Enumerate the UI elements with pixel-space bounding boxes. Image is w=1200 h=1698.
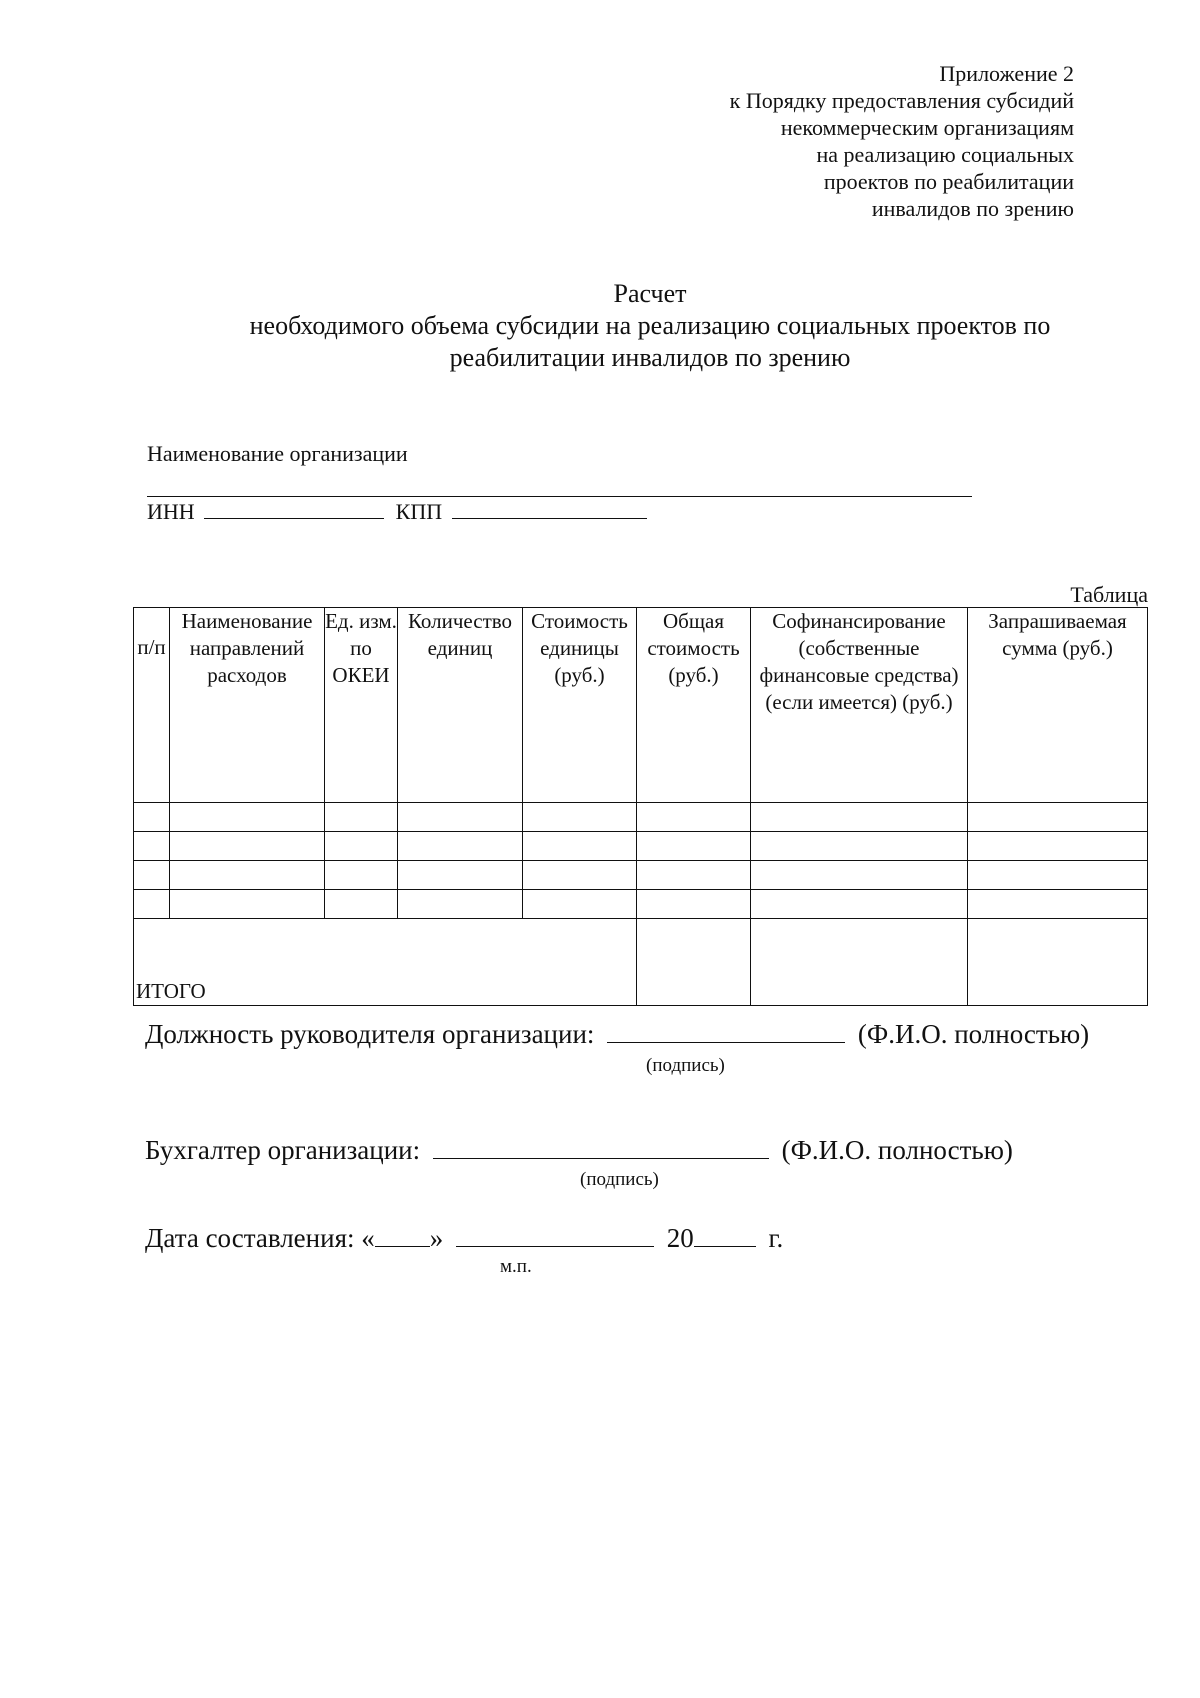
header-cell: п/п bbox=[134, 608, 170, 803]
accountant-signature-row bbox=[145, 1135, 1013, 1166]
inn-label: ИНН bbox=[147, 499, 195, 524]
kpp-field[interactable] bbox=[452, 498, 647, 519]
header-cell: Софинансирование (собственные финансовые средства) (если имеется) (руб.) bbox=[751, 608, 968, 803]
table-row bbox=[134, 861, 1148, 890]
table-header-row bbox=[134, 608, 1148, 803]
date-close-quote: » bbox=[429, 1223, 444, 1253]
table-cell[interactable] bbox=[170, 803, 325, 832]
table-cell[interactable] bbox=[325, 803, 398, 832]
table-cell[interactable] bbox=[398, 890, 523, 919]
inn-kpp-row bbox=[147, 498, 647, 525]
date-label: Дата составления: bbox=[145, 1223, 355, 1253]
table-cell[interactable] bbox=[134, 803, 170, 832]
title-line-3: реабилитации инвалидов по зрению bbox=[449, 343, 851, 372]
inn-field[interactable] bbox=[204, 498, 384, 519]
appendix-line: Приложение 2 bbox=[939, 61, 1074, 86]
title-line-2: необходимого объема субсидии на реализацию социальных проектов по bbox=[249, 311, 1051, 340]
total-label: ИТОГО bbox=[134, 919, 637, 1006]
table-cell[interactable] bbox=[968, 803, 1148, 832]
table-cell[interactable] bbox=[523, 832, 637, 861]
table-cell[interactable] bbox=[637, 890, 751, 919]
table-cell[interactable] bbox=[637, 832, 751, 861]
table-cell[interactable] bbox=[637, 803, 751, 832]
table-cell[interactable] bbox=[170, 832, 325, 861]
accountant-signature-caption: (подпись) bbox=[580, 1169, 659, 1190]
table-cell[interactable] bbox=[325, 832, 398, 861]
header-cell: Запрашиваемая сумма (руб.) bbox=[968, 608, 1148, 803]
table-cell[interactable] bbox=[134, 861, 170, 890]
appendix-line: инвалидов по зрению bbox=[871, 196, 1074, 221]
table-cell[interactable] bbox=[751, 832, 968, 861]
head-signature-row bbox=[145, 1019, 1089, 1050]
total-cofinancing-cell[interactable] bbox=[751, 919, 968, 1006]
table-cell[interactable] bbox=[398, 832, 523, 861]
header-cell: Наименование направлений расходов bbox=[170, 608, 325, 803]
organization-name-label: Наименование организации bbox=[147, 441, 408, 466]
total-cost-cell[interactable] bbox=[637, 919, 751, 1006]
table-label: Таблица bbox=[1070, 582, 1148, 607]
table-cell[interactable] bbox=[134, 832, 170, 861]
head-signature-field[interactable] bbox=[607, 1020, 845, 1043]
table-cell[interactable] bbox=[751, 890, 968, 919]
appendix-line: на реализацию социальных bbox=[816, 142, 1074, 167]
header-cell: Стоимость единицы (руб.) bbox=[523, 608, 637, 803]
date-day-field[interactable] bbox=[375, 1224, 430, 1247]
total-requested-cell[interactable] bbox=[968, 919, 1148, 1006]
appendix-line: проектов по реабилитации bbox=[823, 169, 1074, 194]
appendix-header bbox=[730, 60, 1074, 222]
table-cell[interactable] bbox=[968, 861, 1148, 890]
date-row bbox=[145, 1223, 783, 1254]
date-year-field[interactable] bbox=[694, 1224, 756, 1247]
title-line-1: Расчет bbox=[613, 279, 687, 308]
table-cell[interactable] bbox=[968, 832, 1148, 861]
table-cell[interactable] bbox=[398, 861, 523, 890]
document-title bbox=[0, 278, 1200, 374]
table-cell[interactable] bbox=[523, 861, 637, 890]
table-cell[interactable] bbox=[325, 861, 398, 890]
head-fio-label: (Ф.И.О. полностью) bbox=[857, 1019, 1090, 1049]
table-cell[interactable] bbox=[968, 890, 1148, 919]
table-row bbox=[134, 832, 1148, 861]
table-cell[interactable] bbox=[170, 890, 325, 919]
table-cell[interactable] bbox=[170, 861, 325, 890]
header-cell: Количество единиц bbox=[398, 608, 523, 803]
year-suffix: г. bbox=[768, 1223, 784, 1253]
accountant-signature-field[interactable] bbox=[433, 1136, 769, 1159]
header-cell: Общая стоимость (руб.) bbox=[637, 608, 751, 803]
year-prefix: 20 bbox=[666, 1223, 694, 1253]
table-cell[interactable] bbox=[325, 890, 398, 919]
table-cell[interactable] bbox=[523, 890, 637, 919]
date-open-quote: « bbox=[361, 1223, 375, 1253]
table-row bbox=[134, 803, 1148, 832]
accountant-label: Бухгалтер организации: bbox=[145, 1135, 421, 1165]
table-total-row bbox=[134, 919, 1148, 1006]
head-signature-caption: (подпись) bbox=[646, 1055, 725, 1076]
table-cell[interactable] bbox=[398, 803, 523, 832]
appendix-line: к Порядку предоставления субсидий bbox=[729, 88, 1074, 113]
accountant-fio-label: (Ф.И.О. полностью) bbox=[781, 1135, 1013, 1165]
table-cell[interactable] bbox=[637, 861, 751, 890]
stamp-label: м.п. bbox=[500, 1256, 532, 1277]
kpp-label: КПП bbox=[395, 499, 443, 524]
organization-name-field[interactable] bbox=[147, 496, 972, 497]
date-month-field[interactable] bbox=[456, 1224, 654, 1247]
head-position-label: Должность руководителя организации: bbox=[145, 1019, 595, 1049]
table-cell[interactable] bbox=[523, 803, 637, 832]
table-cell[interactable] bbox=[751, 803, 968, 832]
header-cell: Ед. изм. по ОКЕИ bbox=[325, 608, 398, 803]
table-cell[interactable] bbox=[751, 861, 968, 890]
table-cell[interactable] bbox=[134, 890, 170, 919]
appendix-line: некоммерческим организациям bbox=[780, 115, 1074, 140]
expense-table bbox=[133, 607, 1148, 1006]
table-row bbox=[134, 890, 1148, 919]
